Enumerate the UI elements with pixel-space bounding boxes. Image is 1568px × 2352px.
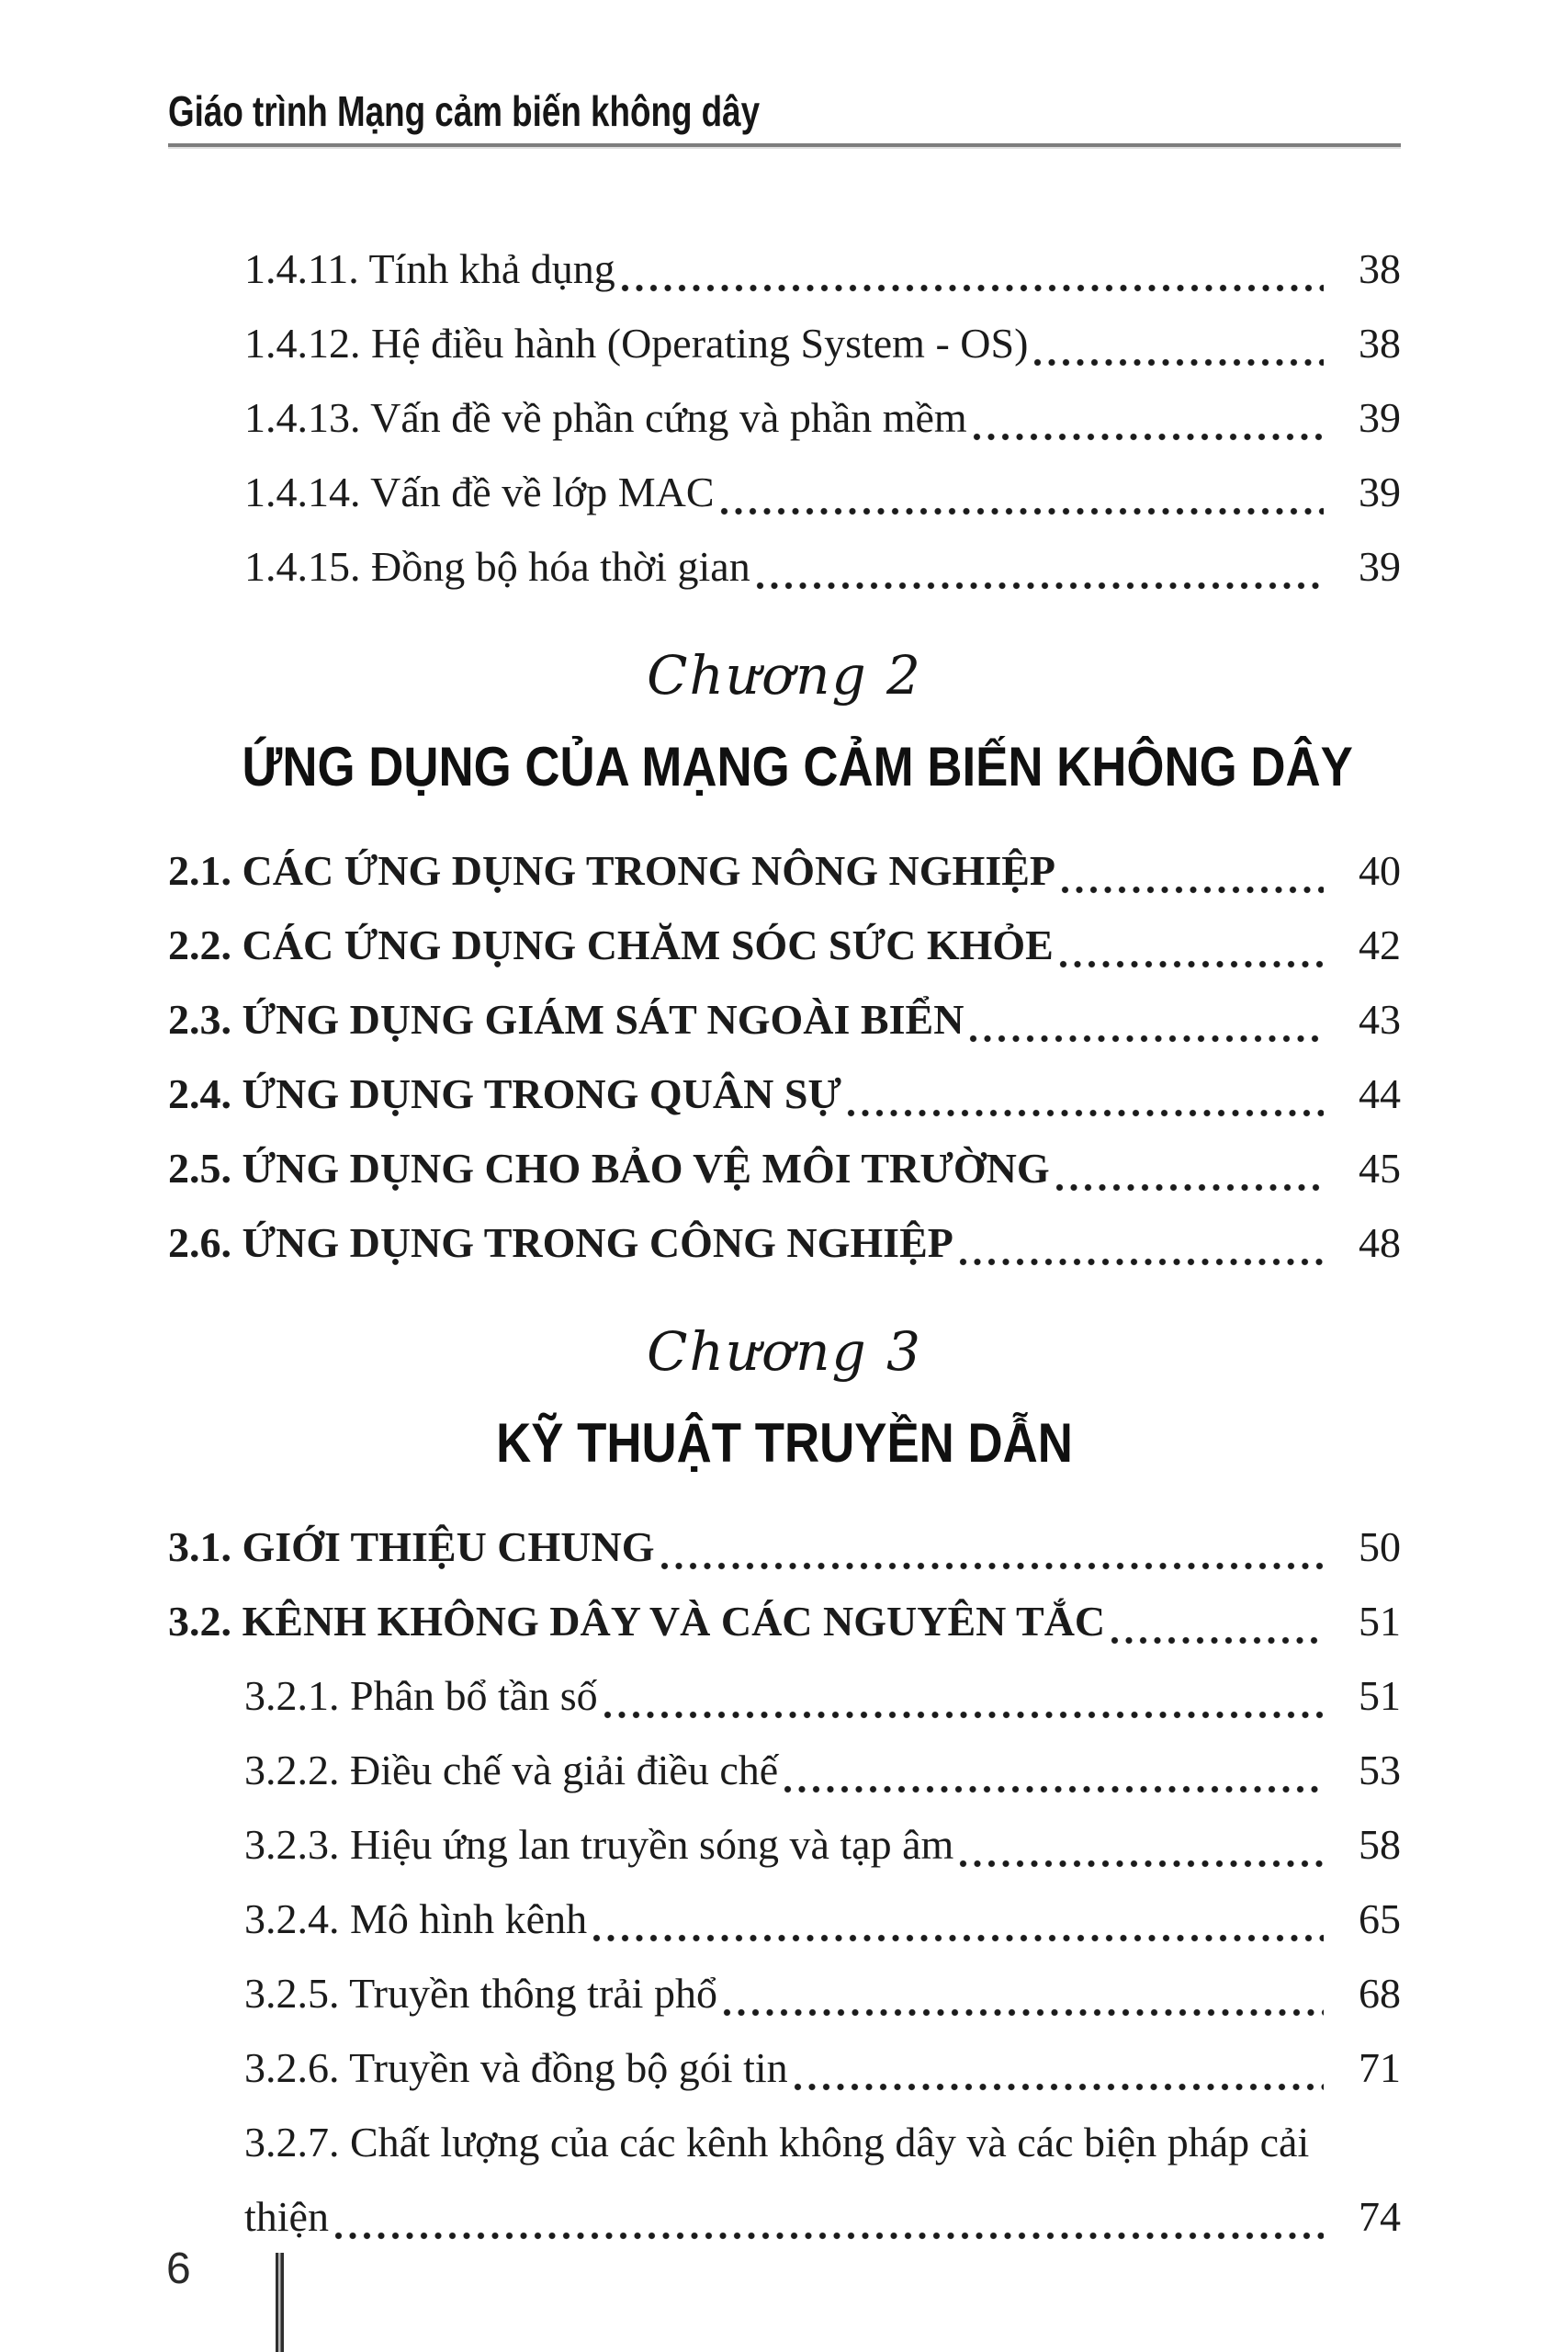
toc-leader-dots	[660, 1510, 1324, 1584]
toc-entry	[168, 1807, 1401, 1882]
toc-leader-dots	[1033, 306, 1324, 380]
toc-entry-label: 1.4.13. Vấn đề về phần cứng và phần mềm	[244, 394, 967, 441]
toc-leader-dots	[1111, 1584, 1324, 1658]
toc-entry-label: 2.2. CÁC ỨNG DỤNG CHĂM SÓC SỨC KHỎE	[168, 922, 1054, 968]
toc-leader-dots	[1061, 833, 1324, 908]
toc-page-number: 39	[1359, 469, 1401, 515]
toc-entry-label: 3.2.6. Truyền và đồng bộ gói tin	[244, 2044, 788, 2091]
chapter-title: ỨNG DỤNG CỦA MẠNG CẢM BIẾN KHÔNG DÂY	[242, 736, 1353, 797]
toc-page-number: 39	[1359, 543, 1401, 590]
toc-entry-label: 3.2.2. Điều chế và giải điều chế	[244, 1747, 779, 1793]
toc-leader-dots	[973, 380, 1324, 455]
chapter-label: Chương 3	[647, 1320, 922, 1383]
toc-entry	[168, 1658, 1401, 1733]
toc-leader-dots	[1055, 1131, 1324, 1205]
book-title-running-head: Giáo trình Mạng cảm biến không dây	[168, 87, 761, 135]
toc-entry	[168, 908, 1401, 982]
toc-entry	[168, 380, 1401, 455]
toc-entry	[168, 1956, 1401, 2030]
toc-entry-label: 2.3. ỨNG DỤNG GIÁM SÁT NGOÀI BIỂN	[168, 996, 964, 1043]
toc-entry	[168, 833, 1401, 908]
toc-leader-dots	[604, 1658, 1324, 1733]
toc-entry	[168, 306, 1401, 380]
toc-leader-dots	[720, 455, 1324, 529]
toc-page-number: 58	[1359, 1821, 1401, 1868]
toc-entry-label: 1.4.14. Vấn đề về lớp MAC	[244, 469, 715, 515]
toc-leader-dots	[959, 1807, 1324, 1882]
toc-page-number: 38	[1359, 320, 1401, 367]
toc-entry-label: 2.5. ỨNG DỤNG CHO BẢO VỆ MÔI TRƯỜNG	[168, 1145, 1050, 1192]
toc-entry	[168, 2105, 1401, 2179]
toc-entry-label: 1.4.15. Đồng bộ hóa thời gian	[244, 543, 750, 590]
toc-page-number: 68	[1359, 1970, 1401, 2017]
toc-entry	[168, 982, 1401, 1057]
toc-entry-continuation	[168, 2179, 1401, 2254]
toc-entry-label: 3.2.4. Mô hình kênh	[244, 1895, 588, 1942]
toc-page-number: 42	[1359, 922, 1401, 968]
footer-page-number: 6	[166, 2245, 191, 2293]
toc-entry-label: 3.2.3. Hiệu ứng lan truyền sóng và tạp âm	[244, 1821, 954, 1868]
toc-entry-label: 3.2.1. Phân bổ tần số	[244, 1672, 598, 1719]
page-header	[168, 88, 1401, 147]
chapter-title: KỸ THUẬT TRUYỀN DẪN	[496, 1412, 1073, 1474]
chapter-label: Chương 2	[647, 644, 922, 707]
toc-leader-dots	[621, 232, 1324, 306]
toc-entry	[168, 1882, 1401, 1956]
toc-page-number: 38	[1359, 245, 1401, 292]
toc-page-number: 74	[1359, 2193, 1401, 2240]
toc-entry-label: 3.2. KÊNH KHÔNG DÂY VÀ CÁC NGUYÊN TẮC	[168, 1598, 1106, 1645]
toc-leader-dots	[756, 529, 1324, 604]
table-of-contents	[168, 220, 1401, 2254]
toc-entry	[168, 1057, 1401, 1131]
toc-entry	[168, 529, 1401, 604]
spine-mark	[276, 2253, 284, 2352]
toc-page-number: 71	[1359, 2044, 1401, 2091]
toc-entry	[168, 1131, 1401, 1205]
toc-leader-dots	[969, 982, 1324, 1057]
toc-entry-label: 1.4.12. Hệ điều hành (Operating System - OS)	[244, 320, 1029, 367]
toc-entry-label: 2.4. ỨNG DỤNG TRONG QUÂN SỰ	[168, 1070, 842, 1117]
toc-leader-dots	[334, 2179, 1324, 2254]
toc-entry-label: 3.1. GIỚI THIỆU CHUNG	[168, 1523, 655, 1570]
toc-entry	[168, 232, 1401, 306]
toc-page-number: 51	[1359, 1672, 1401, 1719]
toc-page-number: 48	[1359, 1219, 1401, 1266]
header-rule	[168, 143, 1401, 147]
toc-entry-label: 1.4.11. Tính khả dụng	[244, 245, 615, 292]
toc-page-number: 65	[1359, 1895, 1401, 1942]
toc-entry-label: 3.2.7. Chất lượng của các kênh không dây và các biện pháp cải	[244, 2119, 1310, 2165]
toc-entry-label: thiện	[244, 2193, 329, 2240]
toc-leader-dots	[794, 2030, 1324, 2105]
toc-leader-dots	[847, 1057, 1324, 1131]
toc-page-number: 44	[1359, 1070, 1401, 1117]
toc-page-number: 50	[1359, 1523, 1401, 1570]
toc-leader-dots	[959, 1205, 1324, 1280]
toc-entry-label: 3.2.5. Truyền thông trải phổ	[244, 1970, 717, 2017]
toc-entry	[168, 1510, 1401, 1584]
toc-leader-dots	[723, 1956, 1324, 2030]
toc-entry	[168, 1733, 1401, 1807]
toc-page-number: 45	[1359, 1145, 1401, 1192]
toc-page-number: 39	[1359, 394, 1401, 441]
toc-page-number: 40	[1359, 847, 1401, 894]
toc-page-number: 43	[1359, 996, 1401, 1043]
toc-entry-label: 2.6. ỨNG DỤNG TRONG CÔNG NGHIỆP	[168, 1219, 953, 1266]
toc-entry	[168, 1205, 1401, 1280]
toc-page-number: 53	[1359, 1747, 1401, 1793]
toc-page-number: 51	[1359, 1598, 1401, 1645]
toc-leader-dots	[1059, 908, 1324, 982]
toc-leader-dots	[784, 1733, 1324, 1807]
toc-leader-dots	[592, 1882, 1324, 1956]
toc-entry	[168, 2030, 1401, 2105]
toc-entry-label: 2.1. CÁC ỨNG DỤNG TRONG NÔNG NGHIỆP	[168, 847, 1056, 894]
toc-entry	[168, 1584, 1401, 1658]
toc-entry	[168, 455, 1401, 529]
